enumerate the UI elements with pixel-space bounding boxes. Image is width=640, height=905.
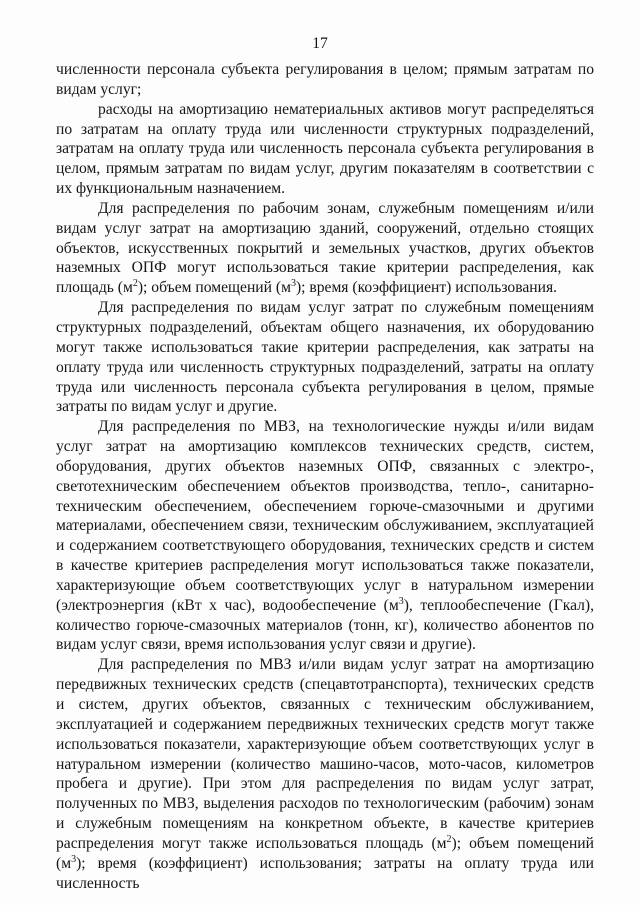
paragraph-cont: [56, 60, 594, 100]
document-body: [56, 60, 594, 893]
superscript: 2: [446, 833, 452, 845]
paragraph-text: ); время (коэффициент) использования; затраты на оплату труда или численность: [56, 854, 594, 892]
paragraph-text: ); время (коэффициент) использования.: [295, 279, 558, 297]
superscript: 3: [290, 278, 296, 290]
page-number: 17: [312, 35, 328, 52]
paragraph-text: Для распределения по видам услуг затрат по служебным помещениям структурных подразделений, объектам общего назначения, их оборудованию могут также использоваться такие критерии распределения, как затраты на оплату труда или численность структурных подразделений, затраты на оплату труда или численность персонала субъекта регулирования в целом, прямые затраты по видам услуг и другие.: [56, 299, 594, 416]
superscript: 3: [398, 595, 404, 607]
superscript: 2: [132, 278, 138, 290]
paragraph-text: Для распределения по рабочим зонам, служебным помещениям и/или видам услуг затрат на амортизацию зданий, сооружений, отдельно стоящих объектов, искусственных покрытий и земельных участков, других объектов наземных ОПФ могут использоваться такие критерии распределения, как площадь (м: [56, 199, 594, 297]
paragraph-text: ); объем помещений (м: [56, 834, 594, 872]
paragraph-amort-nma: [56, 100, 594, 199]
paragraph-text: ); объем помещений (м: [137, 279, 291, 297]
paragraph-text: Для распределения по МВЗ, на технологические нужды и/или видам услуг затрат на амортизацию комплексов технических средств, систем, оборудования, других объектов наземных ОПФ, связанных с электро-, светотехническим обеспечением объектов производства, тепло-, санитарно-техническим обеспечением, обеспечением горюче-смазочными и другими материалами, обеспечением связи, техническим обслуживанием, эксплуатацией и содержанием соответствующего оборудования, технических средств и систем в качестве критериев распределения могут использоваться также показатели, характеризующие объем соответствующих услуг в натуральном измерении (электроэнергия (кВт х час), водообеспечение (м: [56, 418, 594, 614]
paragraph-text: расходы на амортизацию нематериальных активов могут распределяться по затратам на оплату труда или численности структурных подразделений, затратам на оплату труда или численность персонала субъекта регулирования в целом, прямым затратам по видам услуг, другим показателям в соответствии с их функциональным назначением.: [56, 100, 594, 198]
paragraph-text: ), теплообеспечение (Гкал), количество горюче-смазочных материалов (тонн, кг), количество абонентов по видам услуг связи, время использования услуг связи и другие).: [56, 596, 595, 654]
paragraph-mvz-mobile: [56, 655, 594, 893]
paragraph-service-rooms: [56, 298, 594, 417]
paragraph-work-zones: [56, 199, 594, 298]
paragraph-mvz-tech: [56, 417, 594, 655]
paragraph-text: численности персонала субъекта регулирования в целом; прямым затратам по видам услуг;: [56, 61, 594, 98]
superscript: 3: [71, 853, 77, 865]
paragraph-text: Для распределения по МВЗ и/или видам услуг затрат на амортизацию передвижных технических средств (спецавтотранспорта), технических средств и систем, других объектов, связанных с техническим обслуживанием, эксплуатацией и содержанием передвижных технических средств могут также использоваться показатели, характеризующие объем соответствующих услуг в натуральном измерении (количество машино-часов, мото-часов, километров пробега и другие). При этом для распределения по видам услуг затрат, полученных по МВЗ, выделения расходов по технологическим (рабочим) зонам и служебным помещениям на конкретном объекте, в качестве критериев распределения могут также использоваться площадь (м: [56, 656, 594, 852]
